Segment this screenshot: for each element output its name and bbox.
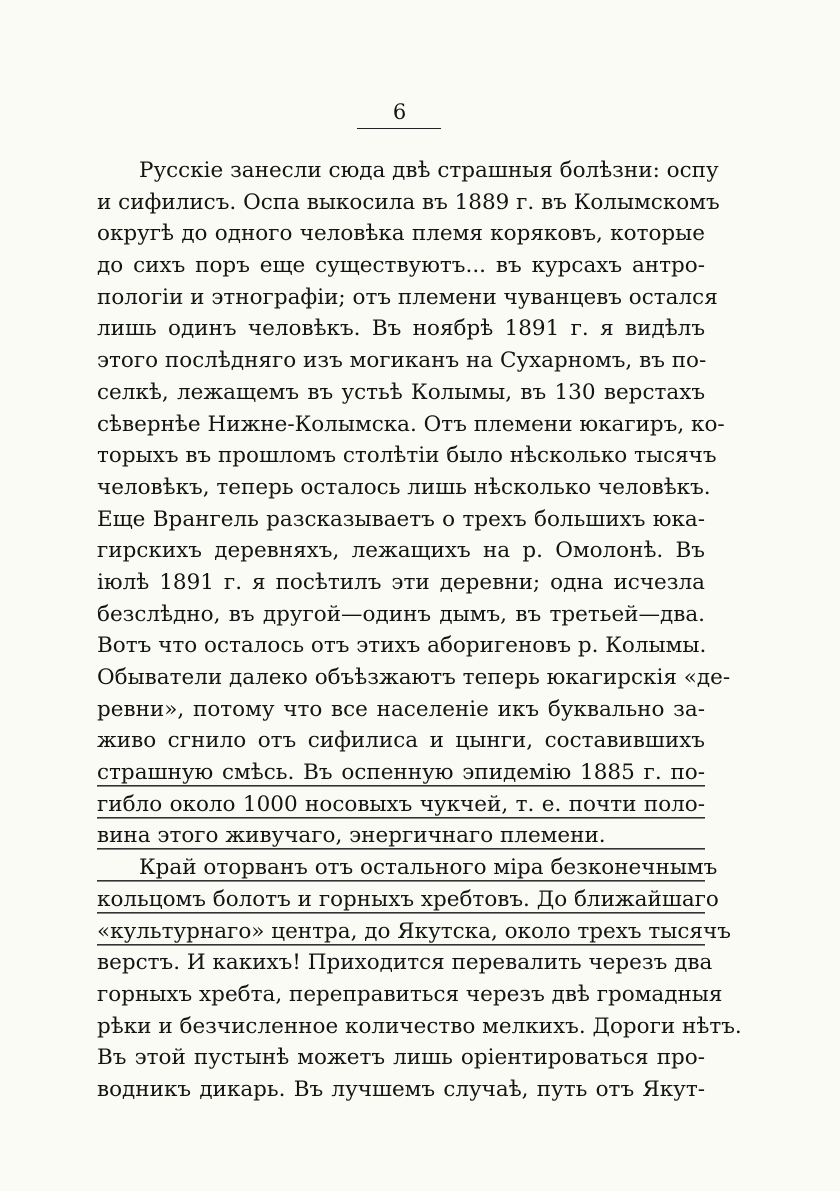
text-line: лишь одинъ человѣкъ. Въ ноябрѣ 1891 г. я видѣлъ	[97, 316, 705, 342]
underlined-text-line: «культурнаго» центра, до Якутска, около трехъ тысячъ	[97, 916, 705, 948]
text-line: этого послѣдняго изъ могиканъ на Сухарномъ, въ по-	[97, 348, 707, 374]
text-line: торыхъ въ прошломъ столѣтіи было нѣсколько тысячъ	[97, 443, 717, 469]
text-line: Въ этой пустынѣ можетъ лишь оріентироваться про-	[97, 1045, 705, 1071]
text-line: іюлѣ 1891 г. я посѣтилъ эти деревни; одна исчезла	[97, 569, 705, 595]
text-line: округѣ до одного человѣка племя коряковъ, которые	[97, 221, 705, 247]
text-line: Вотъ что осталось отъ этихъ аборигеновъ р. Колымы.	[97, 633, 707, 659]
text-line: селкѣ, лежащемъ въ устьѣ Колымы, въ 130 верстахъ	[97, 379, 705, 405]
text-line: человѣкъ, теперь осталось лишь нѣсколько человѣкъ.	[97, 474, 711, 500]
underlined-text-line: Край оторванъ отъ остального міра безконечнымъ	[97, 852, 705, 884]
text-line: рѣки и безчисленное количество мелкихъ. Дороги нѣтъ.	[97, 1013, 742, 1039]
header-rule	[357, 128, 441, 129]
body-text	[97, 155, 742, 1106]
text-line: до сихъ поръ еще существуютъ... въ курсахъ антро-	[97, 253, 705, 279]
text-line: водникъ дикарь. Въ лучшемъ случаѣ, путь отъ Якут-	[97, 1076, 705, 1102]
text-line: пологіи и этнографіи; отъ племени чуванцевъ остался	[97, 284, 718, 310]
text-line: и сифилисъ. Оспа выкосила въ 1889 г. въ Колымскомъ	[97, 189, 720, 215]
underlined-text-line: вина этого живучаго, энергичнаго племени.	[97, 820, 705, 852]
text-line: Еще Врангель разсказываетъ о трехъ большихъ юка-	[97, 506, 705, 532]
page-number: 6	[392, 100, 408, 124]
text-line: горныхъ хребта, переправиться черезъ двѣ громадныя	[97, 981, 723, 1007]
text-line: живо сгнило отъ сифилиса и цынги, составившихъ	[97, 728, 705, 754]
text-line: Обыватели далеко объѣзжаютъ теперь юкагирскія «де-	[97, 665, 731, 690]
underlined-text-line: гибло около 1000 носовыхъ чукчей, т. е. почти поло-	[97, 789, 705, 821]
text-line: верстъ. И какихъ! Приходится перевалить черезъ два	[97, 950, 713, 976]
underlined-text-line: страшную смѣсь. Въ оспенную эпидемію 1885 г. по-	[97, 757, 705, 789]
text-line: ревни», потому что все населеніе икъ буквально за-	[97, 696, 705, 722]
text-line: Русскіе занесли сюда двѣ страшныя болѣзни: оспу	[139, 158, 719, 183]
text-line: безслѣдно, въ другой—одинъ дымъ, въ третьей—два.	[97, 601, 705, 627]
underlined-text-line: кольцомъ болотъ и горныхъ хребтовъ. До ближайшаго	[97, 884, 705, 916]
text-line: гирскихъ деревняхъ, лежащихъ на р. Омолонѣ. Въ	[97, 538, 705, 564]
text-line: сѣвернѣе Нижне-Колымска. Отъ племени юкагиръ, ко-	[97, 411, 725, 437]
